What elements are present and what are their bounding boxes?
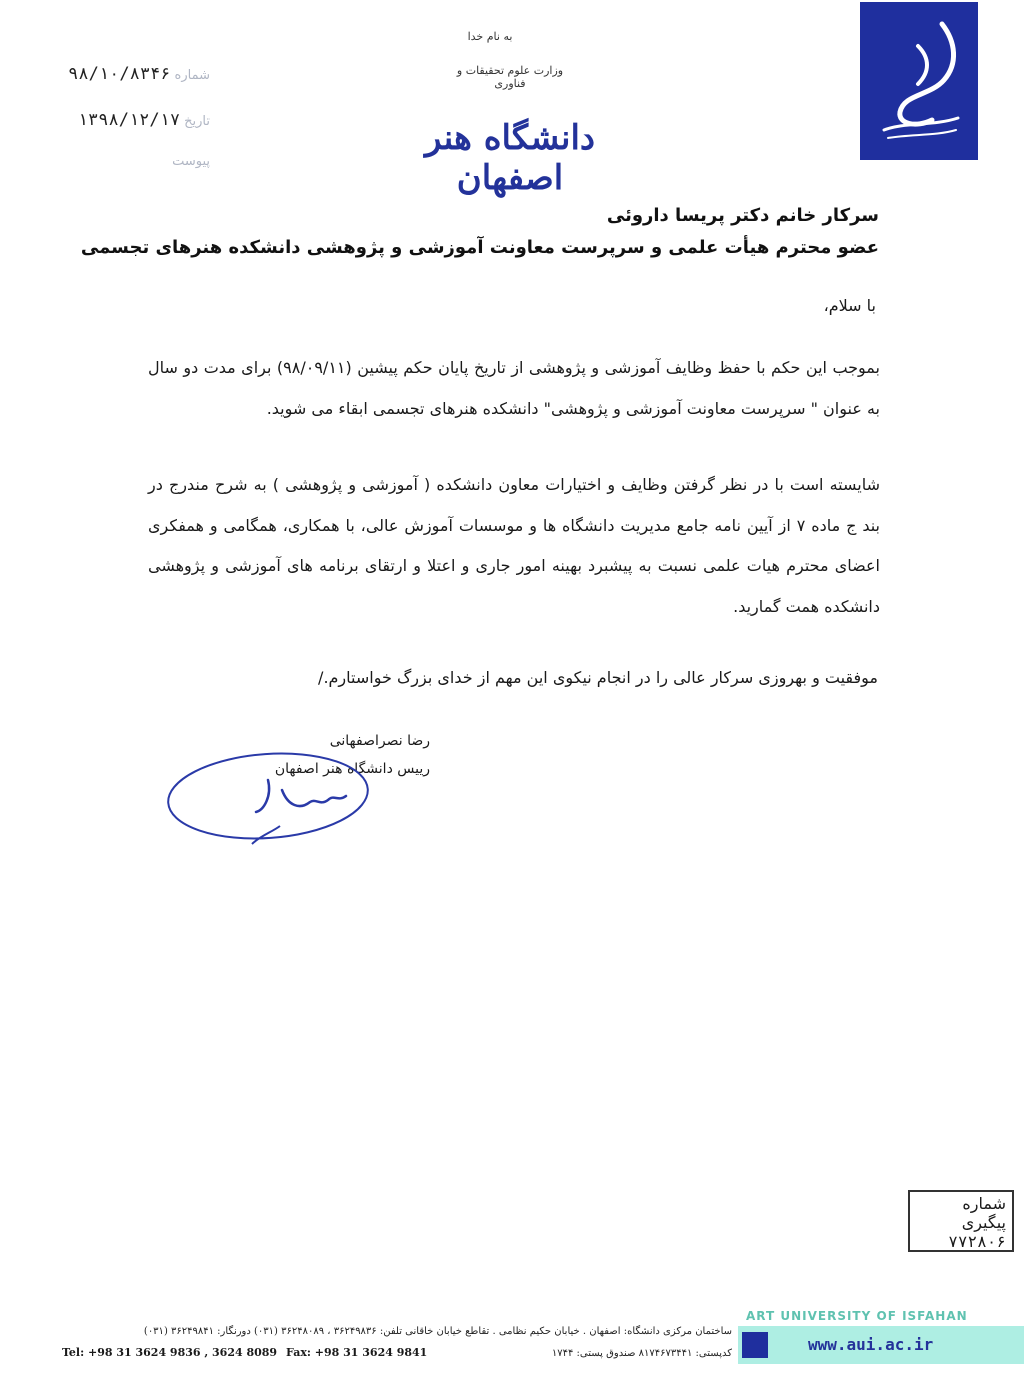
addressee-position: عضو محترم هیأت علمی و سرپرست معاونت آموزشی و پژوهشی دانشکده هنرهای تجسمی [80,237,879,258]
handwritten-signature [160,740,390,855]
tracking-label: شماره پیگیری [961,1194,1006,1232]
signatory-name: رضا نصراصفهانی [329,733,430,749]
letter-date [30,110,210,130]
addressee-name: سرکار خانم دکتر پریسا داروئی [606,205,879,226]
tracking-number-box [908,1190,1014,1252]
greeting: با سلام، [823,296,876,315]
attachment-label: پیوست [172,154,210,169]
letter-attachment [30,150,210,170]
letter-number [30,64,210,84]
university-name-logotype: دانشگاه هنر اصفهان [424,118,596,198]
body-paragraph-2: شایسته است با در نظر گرفتن وظایف و اختیارات معاون دانشکده ( آموزشی و پژوهشی ) به شرح مندرج در بند ج ماده ۷ از آیین نامه جامع مدیریت دانشگاه ها و موسسات آموزش عالی، با همکاری، همگامی و همفکری اعضای محترم هیات علمی نسبت به پیشبرد بهینه امور جاری و اعتلا و ارتقای برنامه های آموزشی و پژوهشی دانشکده همت گمارید. [148,475,880,616]
number-label: شماره [174,68,210,83]
footer-english-name: ART UNIVERSITY OF ISFAHAN [746,1309,968,1323]
number-value: ۹۸/۱۰/۸۳۴۶ [68,64,171,84]
tracking-number: ۷۷۲۸۰۶ [948,1232,1006,1251]
bismillah-text: به نام خدا [467,30,513,43]
footer-address: ساختمان مرکزی دانشگاه: اصفهان . خیابان حکیم نظامی . تقاطع خیابان خاقانی تلفن: ۳۶۲۴۹۸۳۶ ، ۳۶۲۴۸۰۸۹ (۰۳۱) دورنگار: ۳۶۲۴۹۸۴۱ (۰۳۱) [143,1326,732,1337]
signatory-title: رییس دانشگاه هنر اصفهان [274,761,430,777]
body-paragraph-1: بموجب این حکم با حفظ وظایف آموزشی و پژوهشی از تاریخ پایان حکم پیشین (۹۸/۰۹/۱۱) برای مدت دو سال به عنوان " سرپرست معاونت آموزشی و پژوهشی" دانشکده هنرهای تجسمی ابقاء می شوید. [148,358,881,418]
date-value: ۱۳۹۸/۱۲/۱۷ [77,110,181,130]
ministry-text: وزارت علوم تحقیقات و فناوری [456,64,564,90]
date-label: تاریخ [184,114,210,129]
university-logo [860,2,978,160]
logo-calligraphy-icon [860,2,978,160]
footer-logo-icon [742,1332,768,1358]
footer-postal: کدپستی: ۸۱۷۴۶۷۳۴۴۱ صندوق پستی: ۱۷۴۴ [551,1348,732,1359]
closing-text: موفقیت و بهروزی سرکار عالی را در انجام نیکوی این مهم از خدای بزرگ خواستارم./ [318,668,878,687]
footer-website-link[interactable]: www.aui.ac.ir [808,1335,934,1354]
footer-tel: Tel: +98 31 3624 9836 , 3624 8089 [62,1346,278,1359]
footer-fax: Fax: +98 31 3624 9841 [286,1346,428,1359]
